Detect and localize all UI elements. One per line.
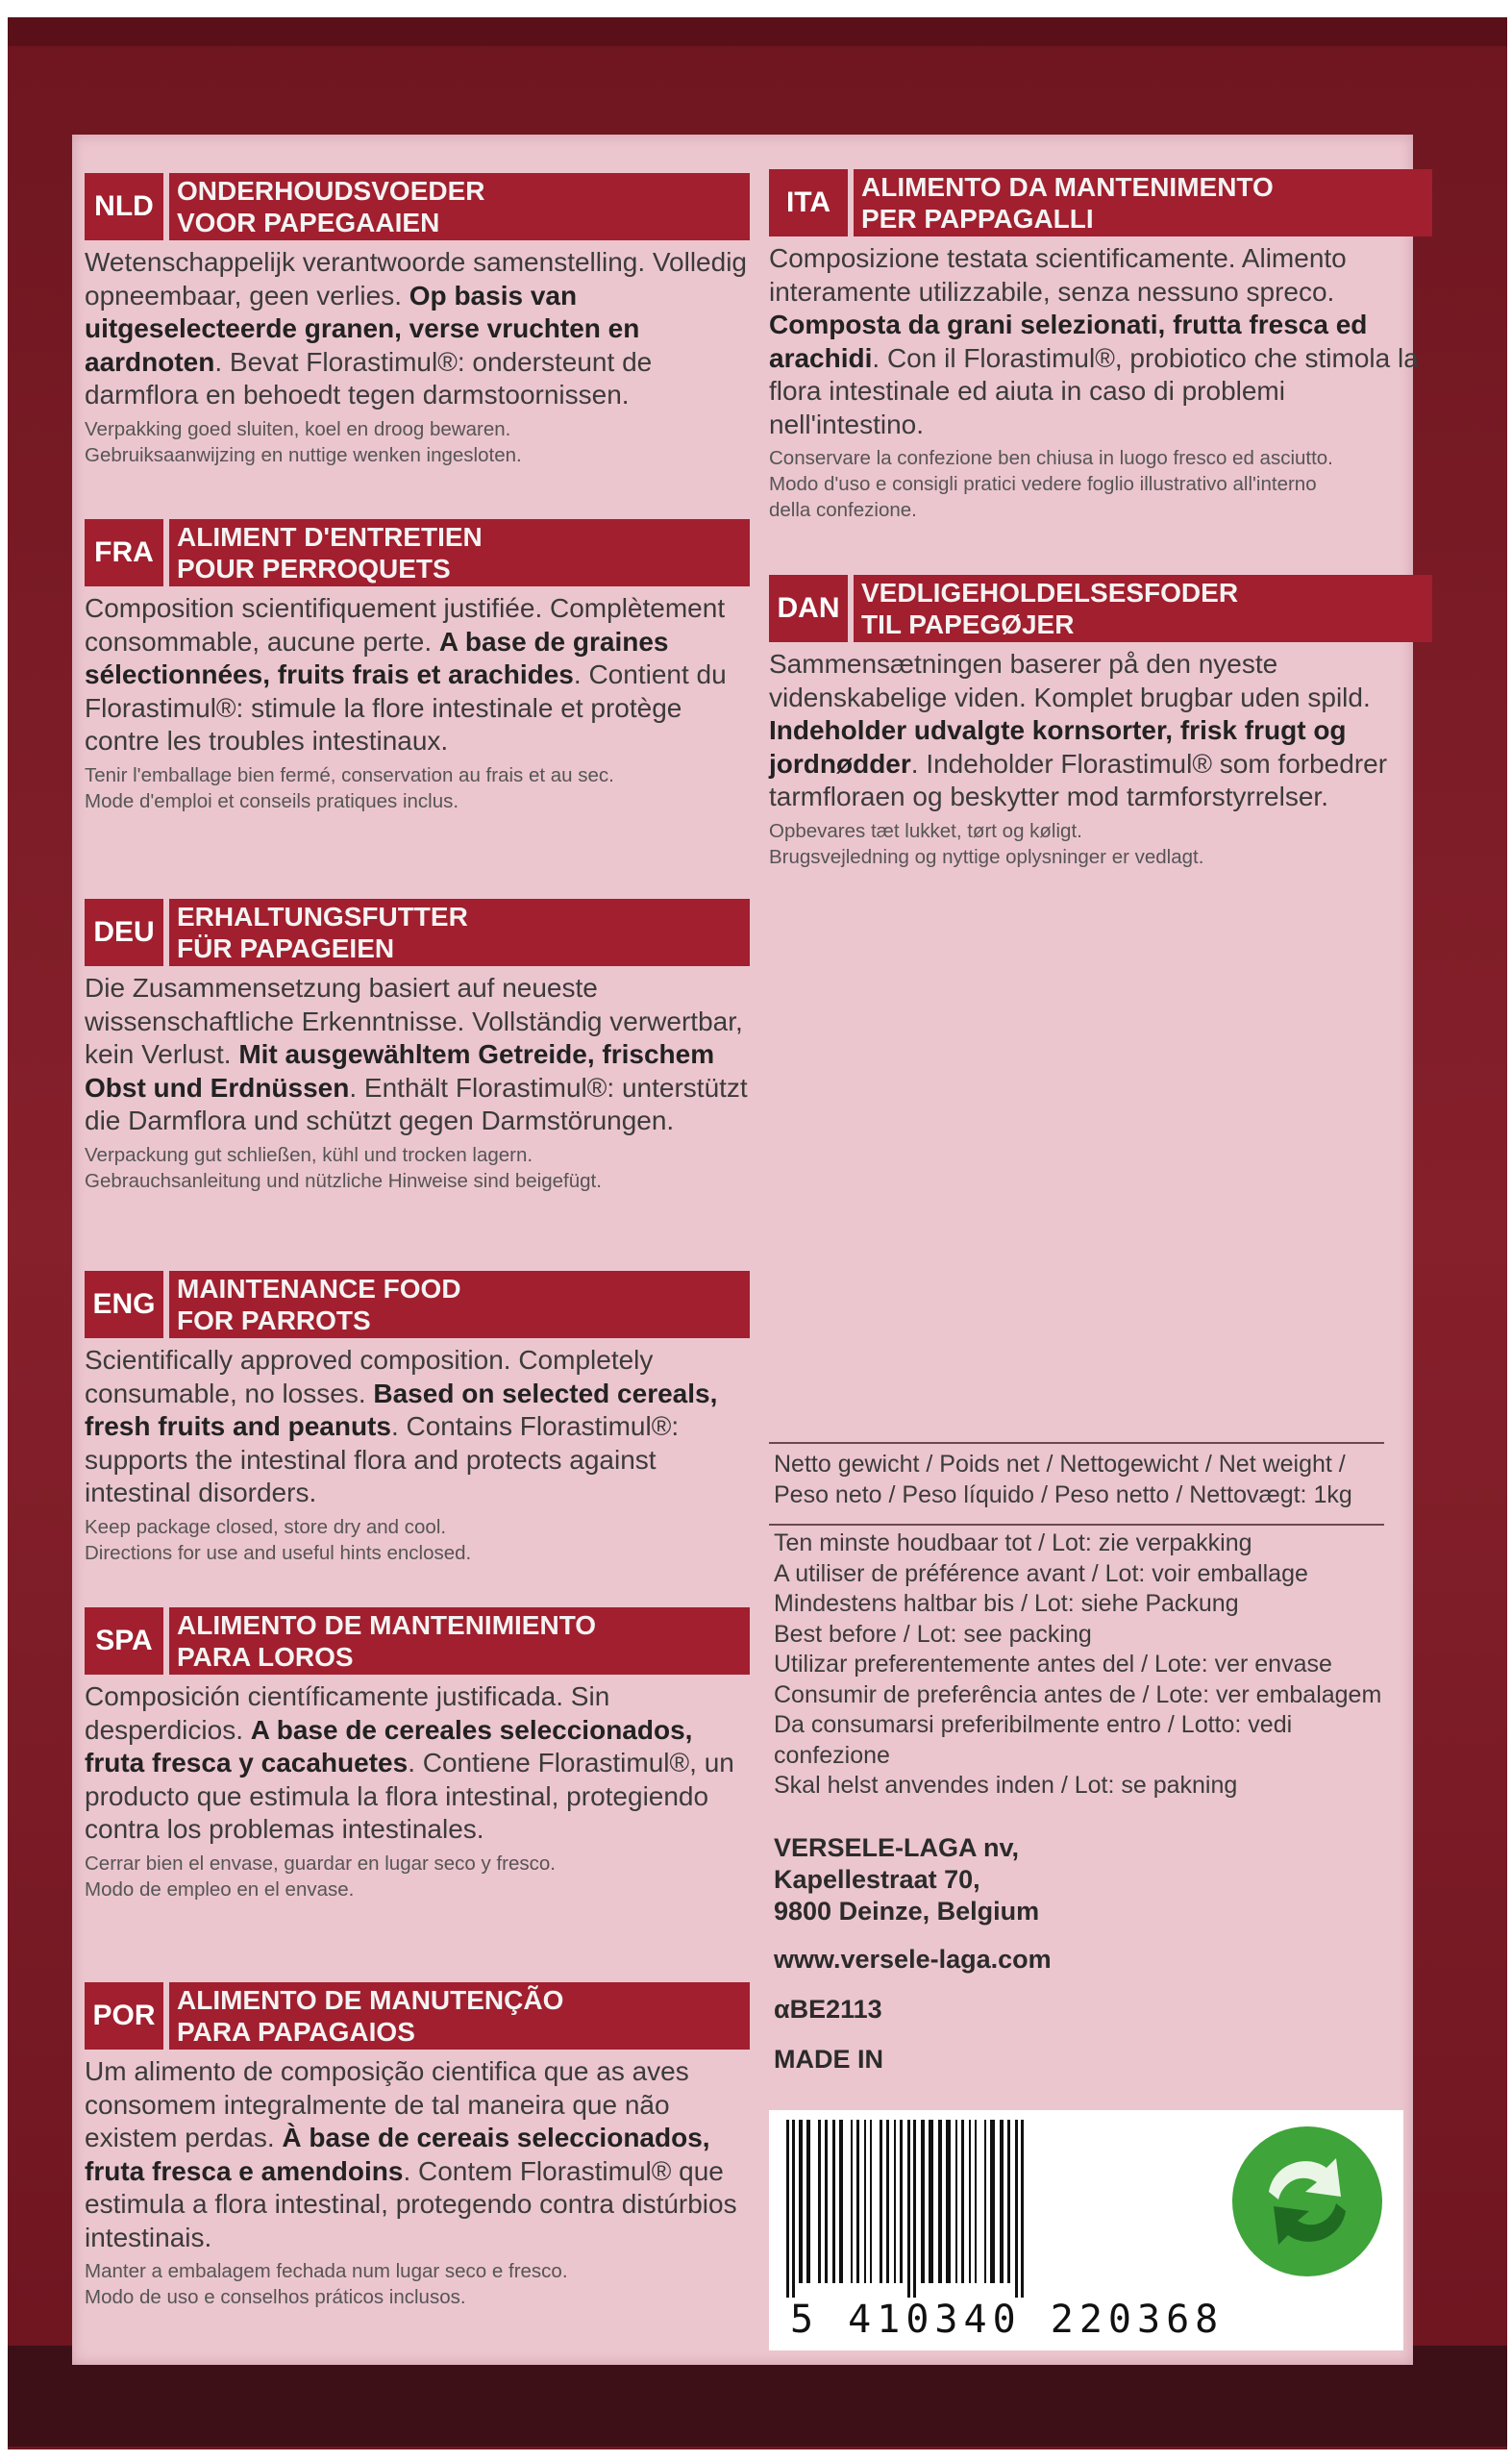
section-ita: [769, 169, 1432, 523]
note-line: Modo d'uso e consigli pratici vedere foglio illustrativo all'interno: [769, 473, 1317, 495]
section-title: [169, 173, 750, 240]
note-line: Gebrauchsanleitung und nützliche Hinweise sind beigefügt.: [85, 1169, 602, 1192]
note-line: Manter a embalagem fechada num lugar seco e fresco.: [85, 2260, 568, 2282]
section-body: [85, 2055, 750, 2254]
body-bold-text: Mit ausgewähltem Getreide, frischem Obst und Erdnüssen: [85, 1039, 715, 1103]
barcode-bar: [1021, 2120, 1024, 2298]
note-line: Gebruiksaanwijzing en nuttige wenken ingesloten.: [85, 443, 522, 466]
language-code: ITA: [769, 169, 848, 236]
body-text: . Contains Florastimul®: supports the intestinal flora and protects against intestinal disorders.: [85, 1411, 680, 1507]
note-line: Mode d'emploi et conseils pratiques inclus.: [85, 789, 459, 812]
title-line: ALIMENTO DE MANTENIMIENTO: [177, 1610, 597, 1640]
note-line: Modo de empleo en el envase.: [85, 1877, 355, 1901]
note-line: Verpackung gut schließen, kühl und trocken lagern.: [85, 1143, 533, 1166]
section-deu: [85, 899, 750, 1194]
green-dot-icon: [1230, 2125, 1384, 2278]
body-bold-text: Indeholder udvalgte kornsorter, frisk frugt og jordnødder: [769, 715, 1347, 779]
section-header: [85, 173, 750, 240]
best-before-line: Skal helst anvendes inden / Lot: se pakning: [774, 1772, 1238, 1799]
section-nld: [85, 173, 750, 468]
section-note: [85, 1514, 750, 1566]
barcode-bar: [870, 2120, 872, 2283]
title-line: FÜR PAPAGEIEN: [177, 933, 395, 963]
section-body: [85, 1680, 750, 1847]
barcode-bar: [839, 2120, 843, 2283]
section-note: [85, 762, 750, 814]
section-body: [85, 972, 750, 1138]
barcode-bar: [921, 2120, 925, 2283]
note-line: Modo de uso e conselhos práticos inclusos.: [85, 2286, 466, 2308]
approval-code-text: αBE2113: [774, 1995, 882, 2024]
address-line: VERSELE-LAGA nv,: [774, 1833, 1020, 1862]
body-bold-text: Composta da grani selezionati, frutta fresca ed arachidi: [769, 310, 1368, 373]
barcode-bar: [792, 2120, 795, 2298]
divider: [769, 1442, 1384, 1444]
barcode-bar: [969, 2120, 971, 2283]
body-text: . Contiene Florastimul®, un producto que estimula la flora intestinal, protegiendo contra los problemas intestinales.: [85, 1748, 734, 1844]
title-line: VOOR PAPEGAAIEN: [177, 208, 440, 237]
section-note: [85, 1851, 750, 1902]
title-line: VEDLIGEHOLDELSESFODER: [861, 578, 1239, 608]
title-line: TIL PAPEGØJER: [861, 609, 1075, 639]
section-note: [85, 416, 750, 468]
barcode-number: 5 410340 220368: [790, 2298, 1225, 2342]
weight-line: Peso neto / Peso líquido / Peso netto / Nettovægt: 1kg: [774, 1480, 1352, 1508]
section-body: [85, 1344, 750, 1510]
barcode-bar: [913, 2120, 916, 2298]
barcode-bars: [769, 2110, 1221, 2298]
note-line: della confezione.: [769, 499, 917, 521]
barcode-bar: [786, 2120, 789, 2298]
body-text: . Enthält Florastimul®: unterstützt die Darmflora und schützt gegen Darmstörungen.: [85, 1072, 748, 1135]
barcode-bar: [825, 2120, 828, 2283]
address-line: 9800 Deinze, Belgium: [774, 1897, 1040, 1926]
section-note: [85, 1142, 750, 1194]
barcode-bar: [975, 2120, 977, 2283]
note-line: Cerrar bien el envase, guardar en lugar seco y fresco.: [85, 1852, 556, 1875]
body-bold-text: A base de cereales seleccionados, fruta fresca y cacahuetes: [85, 1714, 693, 1777]
body-text: Composizione testata scientificamente. Alimento interamente utilizzabile, senza nessuno spreco.: [769, 243, 1347, 307]
section-por: [85, 1982, 750, 2310]
barcode-bar: [818, 2120, 821, 2283]
title-line: PER PAPPAGALLI: [861, 204, 1094, 234]
body-text: . Indeholder Florastimul® som forbedrer tarmfloraen og beskytter mod tarmforstyrrelser.: [769, 748, 1388, 811]
box-top-edge: [8, 17, 1507, 46]
section-body: [85, 246, 750, 412]
website: [774, 1944, 1052, 1976]
section-fra: [85, 519, 750, 814]
divider: [769, 1524, 1384, 1526]
body-text: Wetenschappelijk verantwoorde samenstelling. Volledig opneembaar, geen verlies.: [85, 247, 747, 311]
barcode-bar: [886, 2120, 889, 2283]
barcode-bar: [1007, 2120, 1010, 2283]
title-line: MAINTENANCE FOOD: [177, 1274, 461, 1304]
note-line: Keep package closed, store dry and cool.: [85, 1515, 447, 1538]
barcode-bar: [864, 2120, 866, 2283]
body-text: . Bevat Florastimul®: ondersteunt de darmflora en behoedt tegen darmstoornissen.: [85, 346, 653, 410]
section-header: [85, 1607, 750, 1675]
best-before-line: A utiliser de préférence avant / Lot: voir emballage: [774, 1559, 1308, 1587]
note-line: Opbevares tæt lukket, tørt og køligt.: [769, 819, 1082, 842]
best-before-line: Best before / Lot: see packing: [774, 1620, 1092, 1648]
body-text: . Contient du Florastimul®: stimule la flore intestinale et protège contre les troubles intestinaux.: [85, 659, 727, 756]
note-line: Brugsvejledning og nyttige oplysninger er vedlagt.: [769, 845, 1204, 868]
section-header: [769, 169, 1432, 236]
barcode-bar: [946, 2120, 951, 2283]
best-before-line: Da consumarsi preferibilmente entro / Lotto: vedi: [774, 1711, 1293, 1738]
section-title: [169, 1271, 750, 1338]
language-code: ENG: [85, 1271, 163, 1338]
title-line: ERHALTUNGSFUTTER: [177, 902, 468, 932]
best-before-line: confezione: [774, 1741, 890, 1769]
title-line: PARA LOROS: [177, 1642, 354, 1672]
body-text: Um alimento de composição cientifica que as aves consomem integralmente de tal maneira que não existem perdas.: [85, 2056, 689, 2152]
weight-line: Netto gewicht / Poids net / Nettogewicht / Net weight /: [774, 1451, 1346, 1478]
body-text: . Contem Florastimul® que estimula a flora intestinal, protegendo contra distúrbios intestinais.: [85, 2155, 737, 2252]
made-in-text: MADE IN: [774, 2045, 883, 2074]
language-code: DEU: [85, 899, 163, 966]
barcode-bar: [856, 2120, 859, 2283]
made-in: [774, 2044, 883, 2076]
body-text: . Con il Florastimul®, probiotico che stimola la flora intestinale ed aiuta in caso di problemi nell'intestino.: [769, 342, 1419, 439]
barcode-bar: [894, 2120, 896, 2283]
body-text: Composition scientifiquement justifiée. Complètement consommable, aucune perte.: [85, 593, 726, 657]
section-eng: [85, 1271, 750, 1566]
language-code: POR: [85, 1982, 163, 2050]
title-line: ALIMENTO DA MANTENIMENTO: [861, 172, 1274, 202]
section-note: [769, 445, 1432, 523]
best-before-block: [774, 1529, 1381, 1802]
title-line: ALIMENTO DE MANUTENÇÃO: [177, 1985, 564, 2015]
barcode-bar: [799, 2120, 803, 2283]
body-text: Composición científicamente justificada. Sin desperdicios.: [85, 1681, 610, 1745]
section-note: [769, 818, 1432, 870]
section-body: [85, 592, 750, 758]
address-line: Kapellestraat 70,: [774, 1865, 980, 1894]
best-before-line: Ten minste houdbaar tot / Lot: zie verpakking: [774, 1529, 1252, 1556]
website-text: www.versele-laga.com: [774, 1945, 1052, 1974]
body-text: Die Zusammensetzung basiert auf neueste wissenschaftliche Erkenntnisse. Vollständig verwertbar, kein Verlust.: [85, 973, 743, 1069]
title-line: PARA PAPAGAIOS: [177, 2017, 415, 2047]
net-weight-block: [774, 1450, 1352, 1510]
language-code: SPA: [85, 1607, 163, 1675]
section-title: [854, 169, 1432, 236]
barcode-bar: [851, 2120, 853, 2283]
title-line: ALIMENT D'ENTRETIEN: [177, 522, 483, 552]
body-bold-text: À base de cereais seleccionados, fruta fresca e amendoins: [85, 2123, 710, 2186]
barcode-bar: [961, 2120, 964, 2283]
company-address: [774, 1832, 1039, 1927]
title-line: POUR PERROQUETS: [177, 554, 451, 584]
barcode-bar: [900, 2120, 903, 2283]
section-title: [169, 1607, 750, 1675]
barcode-bar: [938, 2120, 942, 2283]
barcode-bar: [832, 2120, 835, 2283]
section-dan: [769, 575, 1432, 870]
best-before-line: Utilizar preferentemente antes del / Lote: ver envase: [774, 1651, 1332, 1678]
best-before-line: Mindestens haltbar bis / Lot: siehe Packung: [774, 1590, 1239, 1617]
section-header: [85, 1271, 750, 1338]
body-bold-text: Op basis van uitgeselecteerde granen, verse vruchten en aardnoten: [85, 280, 640, 377]
section-header: [85, 1982, 750, 2050]
barcode-bar: [955, 2120, 957, 2283]
barcode-bar: [984, 2120, 986, 2283]
barcode-bar: [806, 2120, 810, 2283]
body-text: Sammensætningen baserer på den nyeste videnskabelige viden. Komplet brugbar uden spild.: [769, 649, 1371, 712]
section-note: [85, 2258, 750, 2310]
section-header: [769, 575, 1432, 642]
title-line: ONDERHOUDSVOEDER: [177, 176, 485, 206]
section-header: [85, 519, 750, 586]
language-code: DAN: [769, 575, 848, 642]
section-spa: [85, 1607, 750, 1902]
section-title: [169, 519, 750, 586]
body-bold-text: A base de graines sélectionnées, fruits frais et arachides: [85, 626, 669, 689]
section-body: [769, 242, 1432, 441]
note-line: Verpakking goed sluiten, koel en droog bewaren.: [85, 417, 511, 440]
approval-code: [774, 1994, 882, 2026]
best-before-line: Consumir de preferência antes de / Lote: ver embalagem: [774, 1680, 1382, 1708]
language-code: NLD: [85, 173, 163, 240]
note-line: Directions for use and useful hints enclosed.: [85, 1541, 472, 1564]
barcode-bar: [880, 2120, 882, 2283]
section-title: [169, 1982, 750, 2050]
body-text: Scientifically approved composition. Completely consumable, no losses.: [85, 1345, 654, 1408]
body-bold-text: Based on selected cereals, fresh fruits and peanuts: [85, 1378, 718, 1441]
language-code: FRA: [85, 519, 163, 586]
barcode-bar: [990, 2120, 995, 2283]
barcode-bar: [929, 2120, 933, 2283]
section-title: [854, 575, 1432, 642]
section-title: [169, 899, 750, 966]
barcode-bar: [1015, 2120, 1018, 2298]
section-body: [769, 648, 1432, 814]
title-line: FOR PARROTS: [177, 1305, 371, 1335]
note-line: Conservare la confezione ben chiusa in luogo fresco ed asciutto.: [769, 447, 1333, 469]
note-line: Tenir l'emballage bien fermé, conservation au frais et au sec.: [85, 763, 614, 786]
barcode-bar: [907, 2120, 910, 2298]
barcode-bar: [1000, 2120, 1004, 2283]
section-header: [85, 899, 750, 966]
